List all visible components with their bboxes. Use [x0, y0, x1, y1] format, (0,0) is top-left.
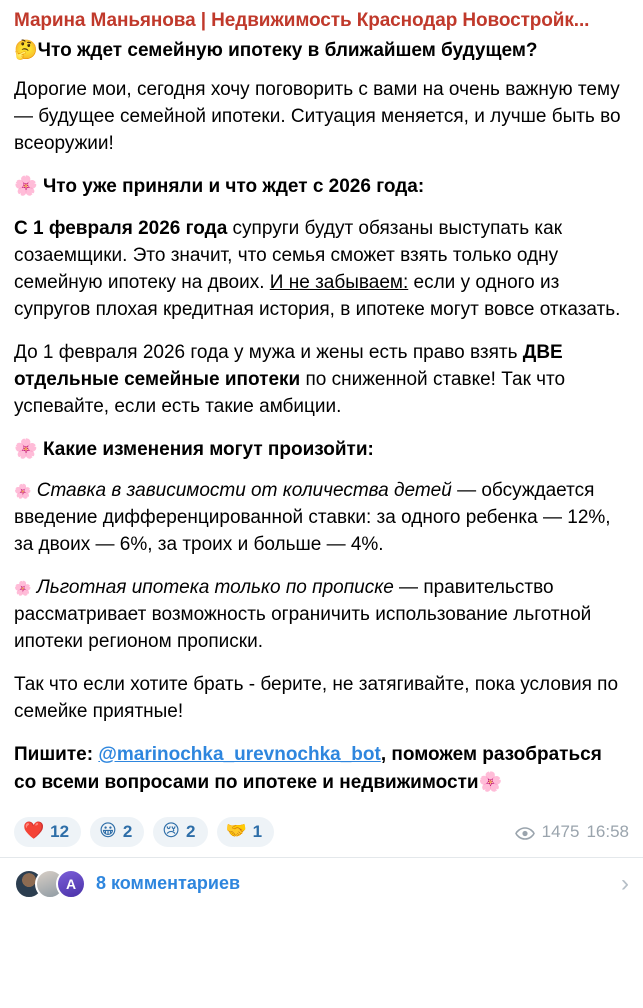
reaction-cry[interactable] — [153, 817, 207, 847]
reaction-grin[interactable] — [90, 817, 144, 847]
closing-paragraph: Так что если хотите брать - берите, не затягивайте, пока условия по семейке приятные! — [14, 674, 619, 723]
cta-paragraph — [14, 742, 629, 797]
reaction-cry-icon: 😢 — [162, 821, 181, 842]
bullet-registration-limit — [14, 575, 629, 656]
reaction-handshake-count: 1 — [252, 821, 263, 841]
flower-icon-2: 🌸 — [14, 437, 38, 460]
reaction-heart-icon: ❤️ — [23, 821, 45, 842]
reaction-grin-icon: 😀 — [99, 821, 117, 842]
eye-icon — [515, 825, 535, 838]
avatar-3: A — [56, 869, 86, 899]
thinking-face-icon: 🤔 — [14, 39, 38, 61]
post-meta — [515, 822, 629, 842]
bullet-dot-icon-1: 🌸 — [14, 484, 32, 501]
flower-icon-3: 🌸 — [478, 771, 503, 793]
flower-icon-1: 🌸 — [14, 175, 38, 198]
bullet-1-title: Ставка в зависимости от количества детей — [36, 480, 452, 502]
post-time: 16:58 — [586, 821, 629, 841]
reaction-grin-count: 2 — [122, 821, 133, 841]
post-headline — [14, 38, 629, 63]
p2-bold: ДВЕ отдельные семейные ипотеки — [14, 341, 563, 390]
section-heading-1 — [14, 174, 629, 200]
bullet-2-title: Льготная ипотека только по прописке — [36, 577, 394, 599]
cta-suffix: , поможем разобраться со всеми вопросами по ипотеке и недвижимости — [14, 744, 602, 793]
paragraph-rule-2026 — [14, 216, 629, 324]
section-heading-1-text: Что уже приняли и что ждет с 2026 года: — [42, 176, 425, 198]
comments-count-label[interactable]: 8 комментариев — [96, 873, 241, 894]
reaction-handshake-icon: 🤝 — [225, 821, 247, 842]
p1-rest-b: если у одного из супругов плохая кредитная история, в ипотеке могут вовсе отказать. — [14, 271, 621, 320]
views-count: 1475 — [541, 821, 580, 841]
bullet-1-text: — обсуждается введение дифференцированной ставки: за одного ребенка — 12%, за двоих — 6%, за троих и больше — 4%. — [14, 480, 611, 556]
section-heading-2 — [14, 437, 629, 463]
p2-b: по сниженной ставке! Так что успевайте, если есть такие амбиции. — [14, 368, 566, 417]
bullet-dot-icon-2: 🌸 — [14, 581, 32, 598]
reaction-heart-count: 12 — [50, 821, 70, 841]
section-heading-2-text: Какие изменения могут произойти: — [42, 438, 374, 460]
bullet-2-text: — правительство рассматривает возможность ограничить использование льготной ипотеки регионом прописки. — [14, 577, 592, 653]
bullet-rate-by-children — [14, 478, 629, 559]
intro-paragraph: Дорогие мои, сегодня хочу поговорить с вами на очень важную тему — будущее семейной ипотеки. Ситуация меняется, и лучше быть во всеоружии! — [14, 79, 621, 155]
reaction-handshake[interactable] — [217, 817, 275, 847]
channel-title[interactable]: Марина Маньянова | Недвижимость Краснодар Новостройк... — [14, 10, 590, 31]
post-headline-text: Что ждет семейную ипотеку в ближайшем будущем? — [37, 40, 538, 61]
cta-prefix: Пишите: — [14, 744, 99, 766]
p2-a: До 1 февраля 2026 года у мужа и жены есть право взять — [14, 341, 523, 363]
p1-underline: И не забываем: — [269, 271, 409, 293]
bot-link[interactable]: @marinochka_urevnochka_bot — [98, 744, 381, 766]
p1-rest-a: супруги будут обязаны выступать как созаемщики. Это значит, что семья сможет взять только одну семейную ипотеку на двоих. — [14, 217, 563, 293]
chevron-right-icon[interactable]: › — [621, 869, 629, 897]
date-bold-1: С 1 февраля 2026 года — [14, 217, 228, 239]
reaction-heart[interactable] — [14, 817, 81, 847]
reaction-cry-count: 2 — [186, 821, 196, 841]
commenter-avatars — [14, 869, 86, 899]
reactions-bar — [0, 811, 643, 851]
comments-bar[interactable] — [0, 858, 643, 910]
paragraph-two-mortgages — [14, 340, 629, 421]
